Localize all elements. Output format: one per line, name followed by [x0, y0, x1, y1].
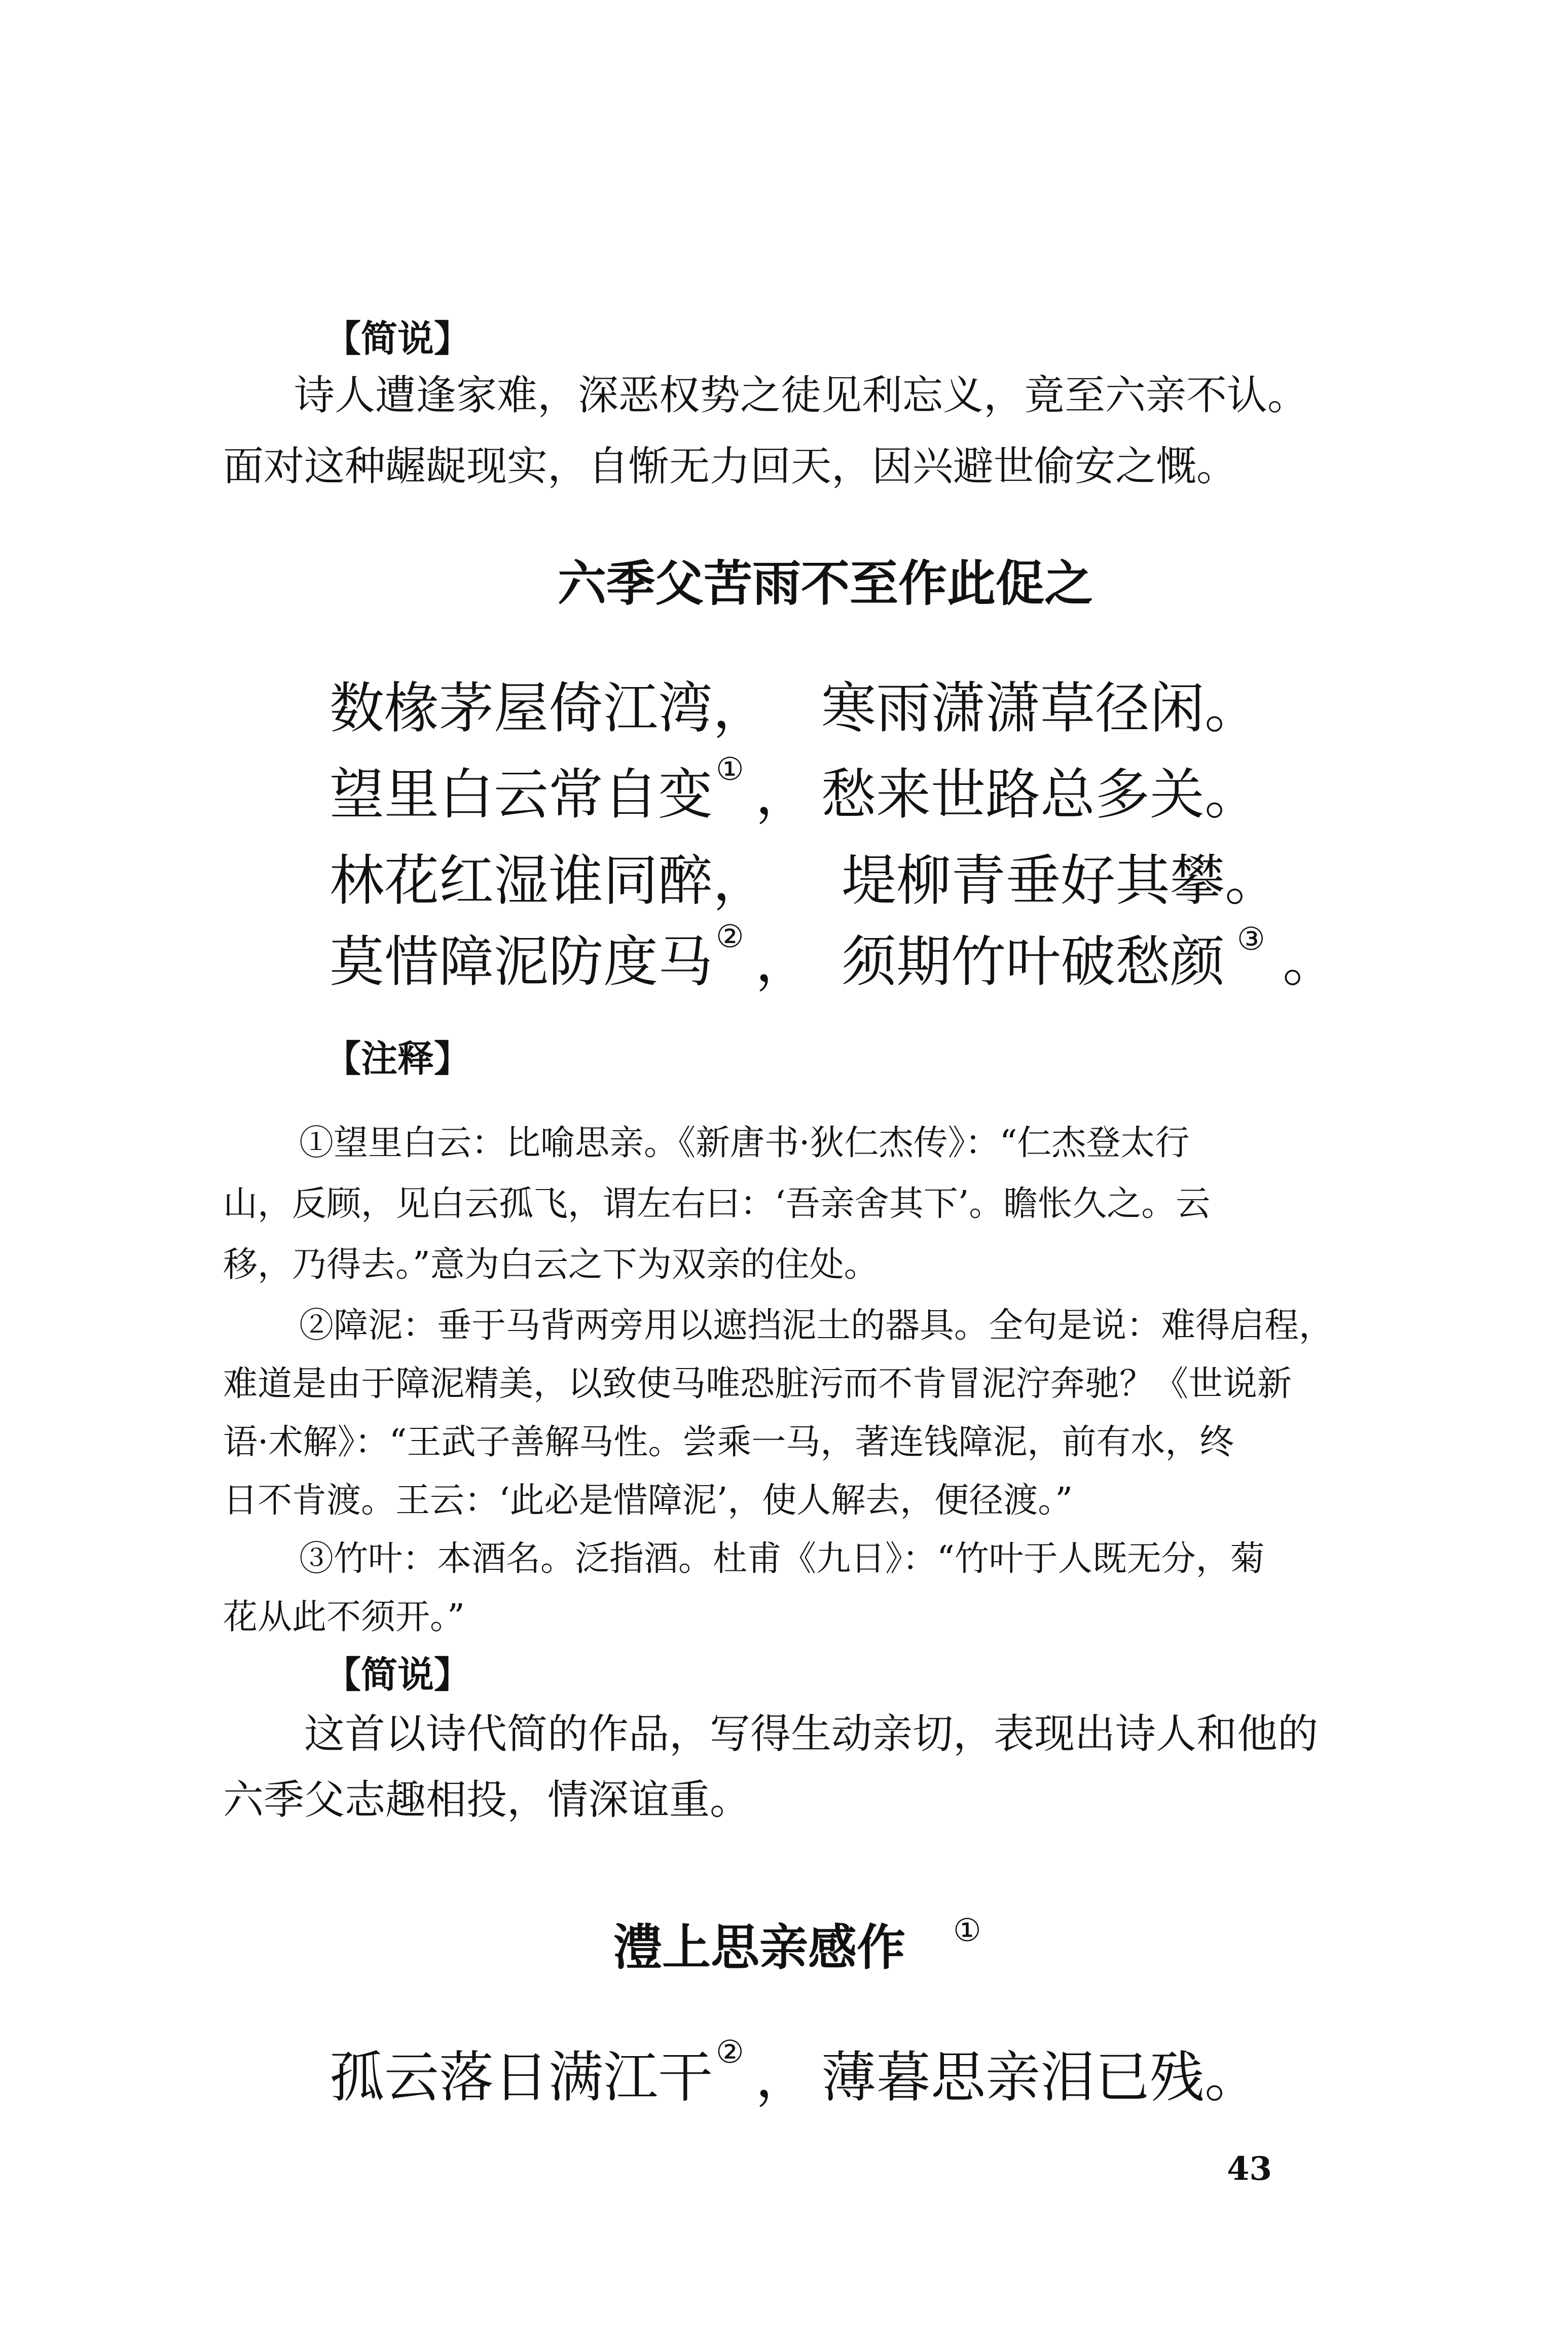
poem1-line-4-left: 莫惜障泥防度马	[330, 930, 713, 994]
note-line-2: 山，反顾，见白云孤飞，谓左右曰：‘吾亲舍其下’。瞻怅久之。云	[223, 1184, 1211, 1224]
note-line-3: 移，乃得去。”意为白云之下为双亲的住处。	[223, 1245, 879, 1285]
note-line-1: ①望里白云：比喻思亲。《新唐书·狄仁杰传》：“仁杰登太行	[299, 1123, 1190, 1163]
section1-line-1: 诗人遭逢家难，深恶权势之徒见利忘义，竟至六亲不认。	[294, 372, 1308, 419]
section1-line-2: 面对这种龌龊现实，自惭无力回天，因兴避世偷安之慨。	[223, 443, 1237, 490]
note-line-4: ②障泥：垂于马背两旁用以遮挡泥土的器具。全句是说：难得启程，	[299, 1306, 1334, 1346]
note-line-9: 花从此不须开。”	[223, 1597, 465, 1637]
section2-header: 【简说】	[324, 1653, 471, 1696]
section2-line-1: 这首以诗代简的作品，写得生动亲切，表现出诗人和他的	[304, 1710, 1318, 1757]
poem1-line-3-right: 堤柳青垂好其攀。	[842, 849, 1280, 913]
poem1-line-2-comma: ，	[755, 763, 811, 826]
note-line-5: 难道是由于障泥精美，以致使马唯恐脏污而不肯冒泥泞奔驰？《世说新	[223, 1364, 1292, 1404]
poem1-line-1-right: 寒雨潇潇草径闲。	[821, 677, 1260, 740]
poem2-marker-2: ②	[716, 2033, 744, 2070]
poem2-title-marker: ①	[953, 1912, 981, 1949]
poem1-line-1-left: 数椽茅屋倚江湾，	[330, 677, 768, 740]
note-line-8: ③竹叶：本酒名。泛指酒。杜甫《九日》：“竹叶于人既无分，菊	[299, 1539, 1265, 1579]
poem2-line-right: 薄暮思亲泪已残。	[821, 2046, 1260, 2109]
poem2-line-left: 孤云落日满江干	[330, 2046, 713, 2109]
footnote-marker-2: ②	[716, 918, 744, 955]
page-number: 43	[1227, 2150, 1272, 2188]
poem1-line-2-right: 愁来世路总多关。	[821, 763, 1260, 826]
poem1-line-3-left: 林花红湿谁同醉，	[330, 849, 768, 913]
poem2-line-comma: ，	[755, 2046, 811, 2109]
note-line-6: 语·术解》：“王武子善解马性。尝乘一马，著连钱障泥，前有水，终	[223, 1422, 1234, 1462]
poem2-title: 澧上思亲感作	[613, 1919, 905, 1976]
footnote-marker-1: ①	[716, 750, 744, 787]
note-line-7: 日不肯渡。王云：‘此必是惜障泥’，使人解去，便径渡。”	[223, 1481, 1073, 1521]
poem1-line-4-end: 。	[1283, 930, 1338, 994]
footnote-marker-3: ③	[1237, 920, 1265, 957]
poem1-line-4-comma: ，	[755, 930, 811, 994]
poem1-title: 六季父苦雨不至作此促之	[558, 555, 1093, 612]
poem1-line-2-left: 望里白云常自变	[330, 763, 713, 826]
notes-header: 【注释】	[324, 1037, 471, 1080]
poem1-line-4-right: 须期竹叶破愁颜	[842, 930, 1225, 994]
section1-header: 【简说】	[324, 317, 471, 360]
section2-line-2: 六季父志趣相投，情深谊重。	[223, 1776, 750, 1823]
